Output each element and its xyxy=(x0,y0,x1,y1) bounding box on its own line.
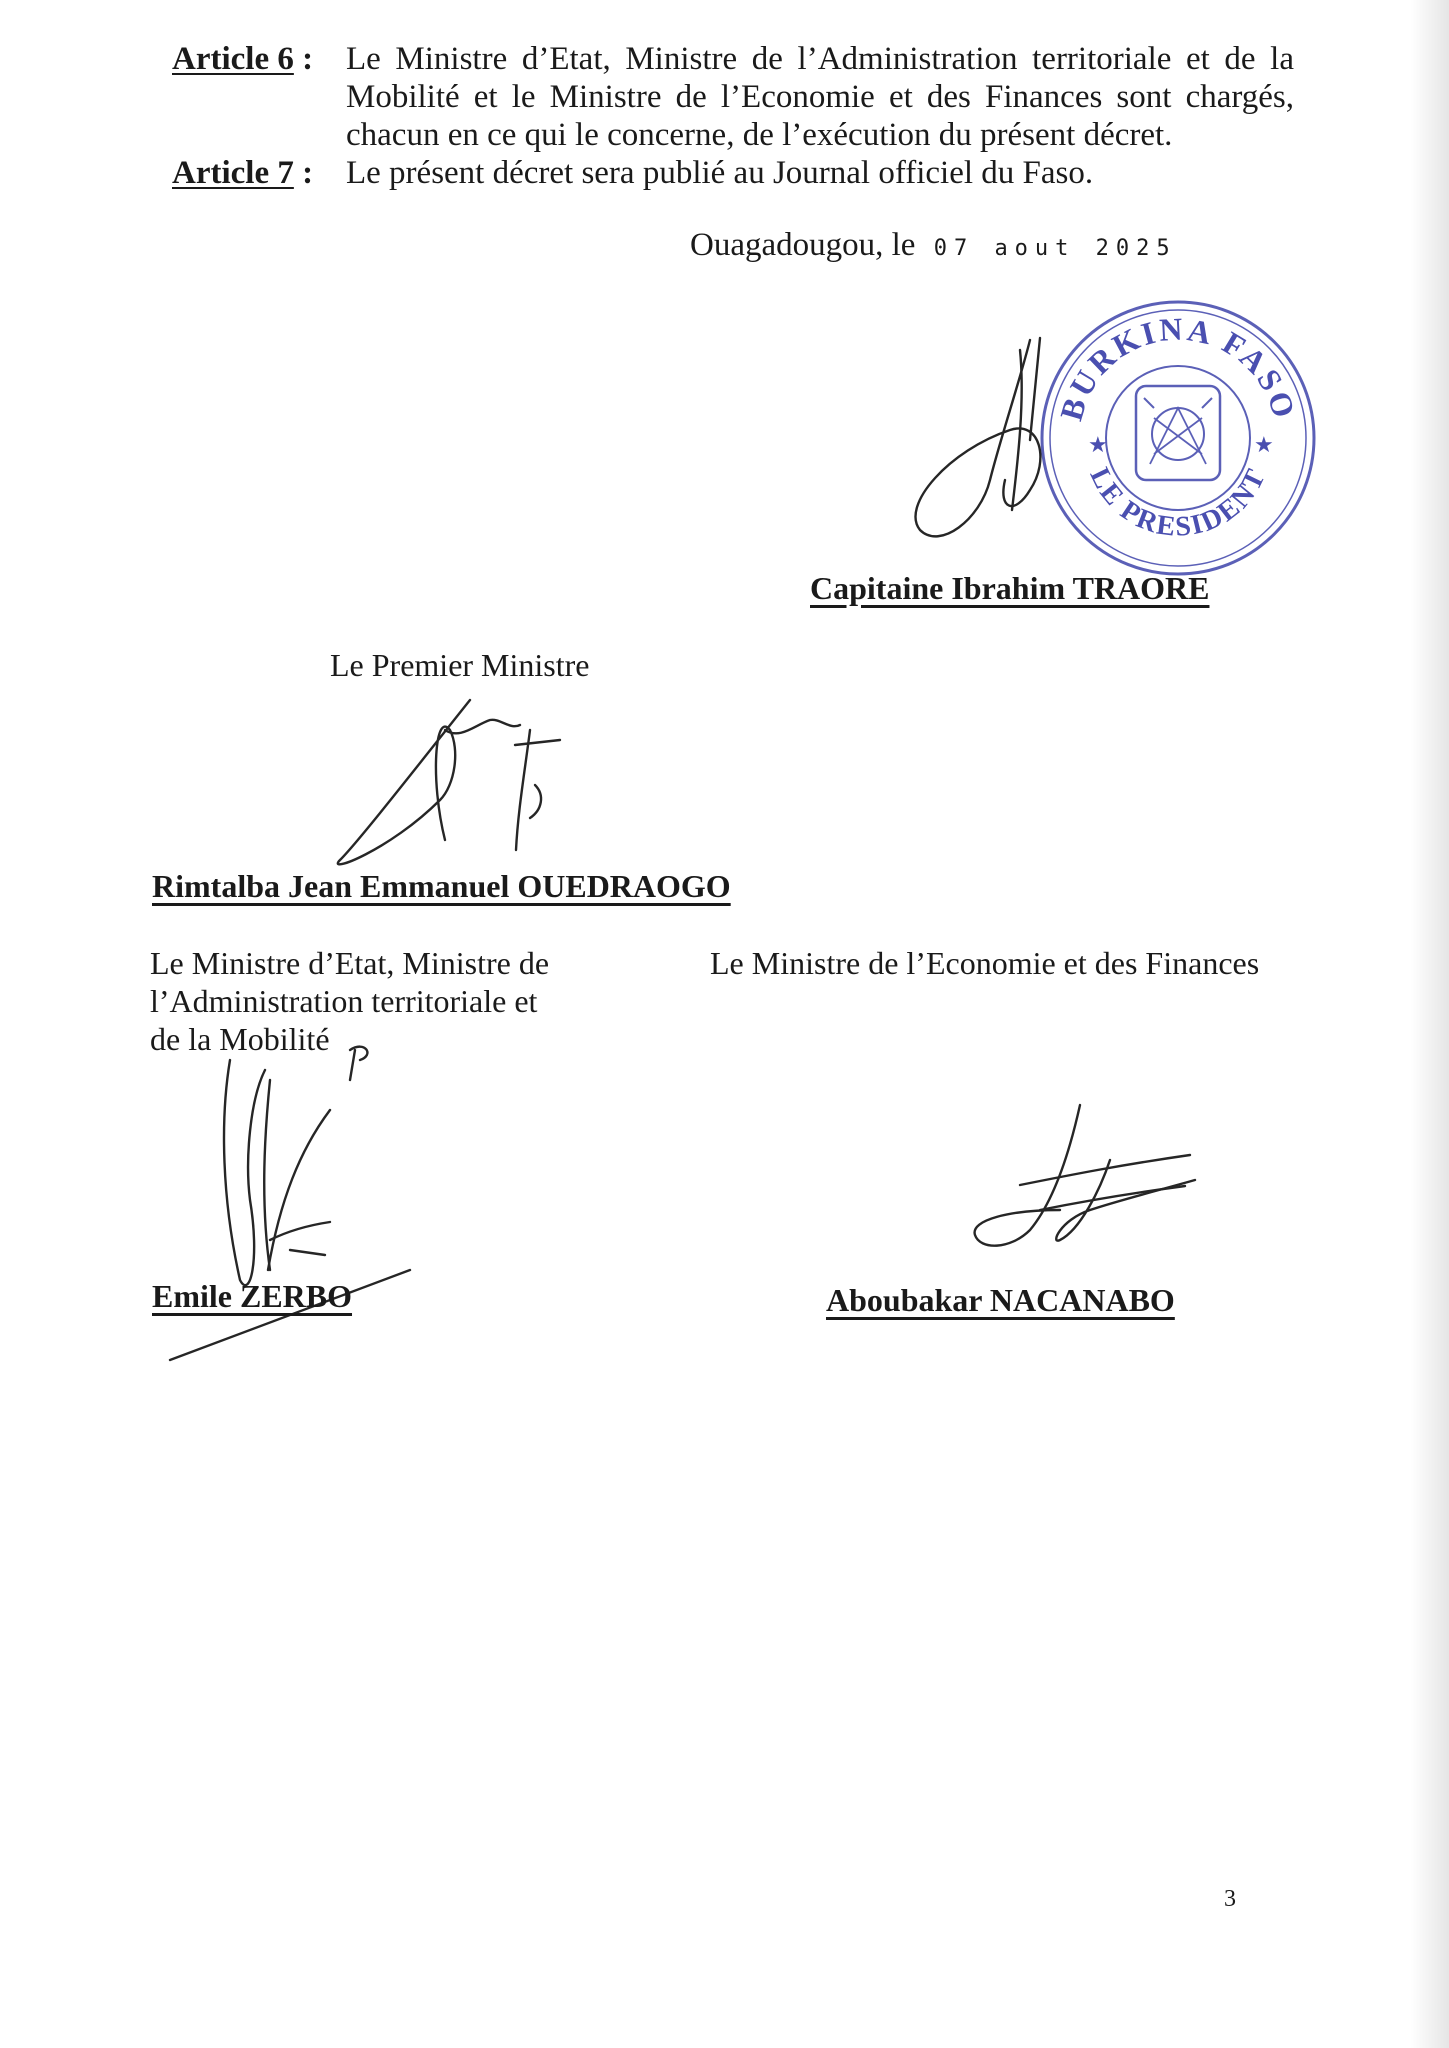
article-6-text xyxy=(346,40,1294,154)
minister-admin-title-line: l’Administration territoriale et xyxy=(150,983,538,1019)
seal-top-text: BURKINA FASO xyxy=(1052,310,1304,425)
article-6-line: Le Ministre d’Etat, Ministre de l’Administration territoriale et de la xyxy=(346,41,1294,77)
minister-admin-signature xyxy=(150,1040,450,1380)
minister-admin-title-line: de la Mobilité xyxy=(150,1021,330,1057)
minister-admin-title-line: Le Ministre d’Etat, Ministre de xyxy=(150,945,550,981)
article-7-line: Le présent décret sera publié au Journal officiel du Faso. xyxy=(346,155,1094,191)
article-6-line: chacun en ce qui le concerne, de l’exécution du présent décret. xyxy=(346,117,1173,153)
president-signature xyxy=(880,320,1120,560)
article-6-label: Article 6 : xyxy=(172,41,314,77)
prime-minister-name: Rimtalba Jean Emmanuel OUEDRAOGO xyxy=(152,868,731,904)
seal-bottom-text: LE PRESIDENT xyxy=(1083,463,1273,543)
prime-minister-title: Le Premier Ministre xyxy=(330,647,590,683)
article-7-label: Article 7 : xyxy=(172,155,314,191)
president-name: Capitaine Ibrahim TRAORE xyxy=(810,570,1210,606)
svg-text:★: ★ xyxy=(1088,433,1108,458)
dateline-place: Ouagadougou, le xyxy=(690,227,916,263)
minister-admin-name: Emile ZERBO xyxy=(152,1278,353,1314)
date-stamp: 07 aout 2025 xyxy=(933,236,1177,261)
page-number: 3 xyxy=(1224,1886,1236,1912)
dateline xyxy=(690,226,1177,268)
prime-minister-signature xyxy=(320,690,580,880)
minister-finance-name: Aboubakar NACANABO xyxy=(826,1282,1175,1318)
scan-edge xyxy=(1410,0,1449,2048)
article-6-line: Mobilité et le Ministre de l’Economie et des Finances sont chargés, xyxy=(346,79,1294,115)
svg-text:★: ★ xyxy=(1254,433,1274,458)
minister-finance-title: Le Ministre de l’Economie et des Finances xyxy=(710,945,1260,981)
minister-finance-signature xyxy=(960,1100,1200,1260)
article-7-text xyxy=(346,154,1294,192)
